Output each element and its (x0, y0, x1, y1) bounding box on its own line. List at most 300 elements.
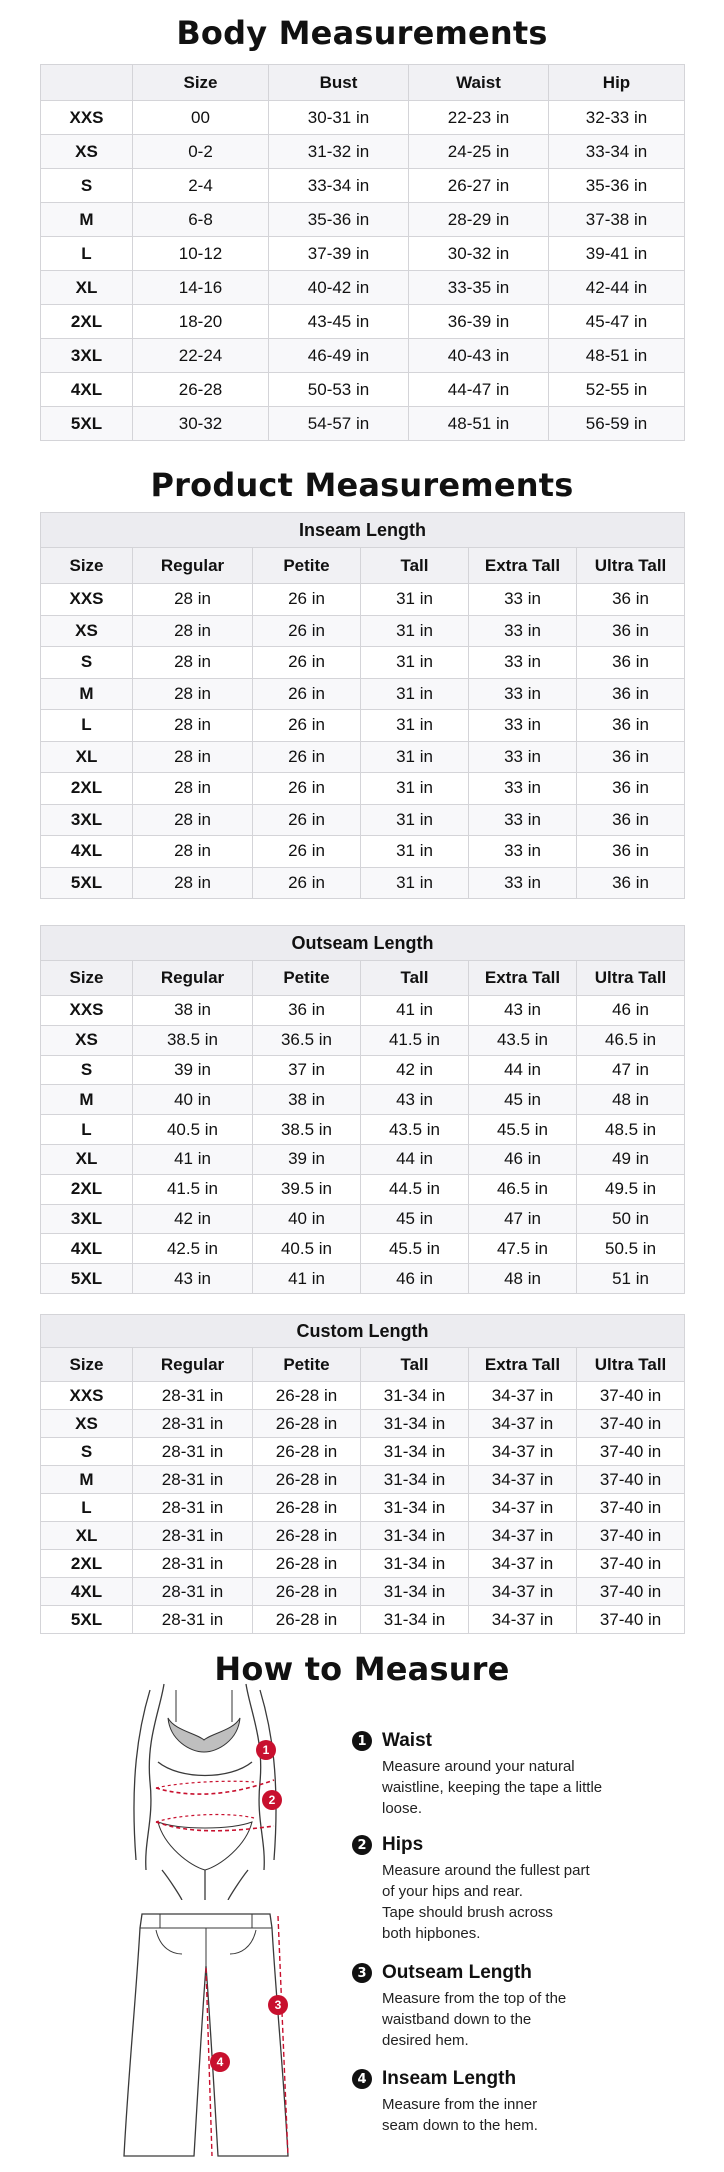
table-row (41, 1174, 685, 1204)
table-cell: 36 in (577, 804, 685, 836)
table-cell: 36 in (577, 710, 685, 742)
step-description: Measure from the top of the waistband down to the desired hem. (382, 1990, 567, 2049)
table-row (41, 867, 685, 899)
table-cell: 45 in (469, 1085, 577, 1115)
column-header: Petite (253, 548, 361, 584)
table-cell: 40 in (253, 1204, 361, 1234)
table-cell: 28 in (133, 741, 253, 773)
table-cell: 45 in (361, 1204, 469, 1234)
column-header (41, 65, 133, 101)
table-row (41, 1085, 685, 1115)
table-cell: 26 in (253, 804, 361, 836)
column-header: Petite (253, 1348, 361, 1382)
table-cell: 52-55 in (549, 373, 685, 407)
table-cell: 40 in (133, 1085, 253, 1115)
table-cell: 28-29 in (409, 203, 549, 237)
table-cell: 34-37 in (469, 1578, 577, 1606)
table-row (41, 773, 685, 805)
table-cell: 47.5 in (469, 1234, 577, 1264)
table-cell: 45.5 in (469, 1115, 577, 1145)
table-cell: 46.5 in (577, 1025, 685, 1055)
table-cell: 38.5 in (133, 1025, 253, 1055)
custom-length-table (40, 1314, 685, 1634)
table-cell: 45-47 in (549, 305, 685, 339)
table-cell: 14-16 (133, 271, 269, 305)
table-row (41, 339, 685, 373)
table-cell: 33 in (469, 710, 577, 742)
size-label-cell: 2XL (41, 773, 133, 805)
table-header-row (41, 65, 685, 101)
size-label-cell: 2XL (41, 1550, 133, 1578)
table-cell: 37-39 in (269, 237, 409, 271)
waist-marker: 1 (256, 1740, 276, 1760)
size-label-cell: S (41, 1055, 133, 1085)
inseam-length-table (40, 512, 685, 899)
size-label-cell: XS (41, 135, 133, 169)
table-cell: 28 in (133, 584, 253, 616)
table-cell: 28 in (133, 678, 253, 710)
table-cell: 28-31 in (133, 1438, 253, 1466)
size-label-cell: S (41, 169, 133, 203)
table-cell: 33 in (469, 615, 577, 647)
table-cell: 34-37 in (469, 1606, 577, 1634)
table-row (41, 1494, 685, 1522)
size-label-cell: L (41, 710, 133, 742)
table-cell: 34-37 in (469, 1382, 577, 1410)
table-cell: 28 in (133, 647, 253, 679)
table-row (41, 996, 685, 1026)
column-header: Size (133, 65, 269, 101)
body-measurements-title: Body Measurements (176, 14, 548, 52)
table-cell: 31 in (361, 647, 469, 679)
table-cell: 37-40 in (577, 1466, 685, 1494)
table-row (41, 1234, 685, 1264)
table-cell: 43.5 in (469, 1025, 577, 1055)
step-description: Measure around your natural waistline, keeping the tape a little loose. (382, 1758, 603, 1817)
table-cell: 36 in (577, 615, 685, 647)
table-cell: 37-40 in (577, 1578, 685, 1606)
table-cell: 44.5 in (361, 1174, 469, 1204)
table-cell: 30-32 in (409, 237, 549, 271)
table-row (41, 101, 685, 135)
outseam-marker: 3 (268, 1995, 288, 2015)
table-cell: 34-37 in (469, 1410, 577, 1438)
table-row (41, 1025, 685, 1055)
table-cell: 26-28 in (253, 1466, 361, 1494)
table-cell: 31 in (361, 741, 469, 773)
table-row (41, 271, 685, 305)
table-cell: 39 in (253, 1144, 361, 1174)
table-row (41, 647, 685, 679)
step-title: Hips (382, 1834, 424, 1855)
size-label-cell: XS (41, 1025, 133, 1055)
table-row (41, 203, 685, 237)
body-measurements-table (40, 64, 685, 441)
table-cell: 36.5 in (253, 1025, 361, 1055)
table-row (41, 1264, 685, 1294)
column-header: Ultra Tall (577, 961, 685, 996)
table-cell: 37-40 in (577, 1382, 685, 1410)
size-label-cell: 4XL (41, 373, 133, 407)
table-cell: 37-40 in (577, 1438, 685, 1466)
column-header: Extra Tall (469, 1348, 577, 1382)
column-header: Tall (361, 548, 469, 584)
table-cell: 38.5 in (253, 1115, 361, 1145)
table-cell: 41.5 in (361, 1025, 469, 1055)
step-description: Measure around the fullest part of your hips and rear. Tape should brush across both hipbones. (382, 1862, 590, 1942)
body-figure-illustration (120, 1670, 290, 1900)
table-cell: 43.5 in (361, 1115, 469, 1145)
table-cell: 28 in (133, 615, 253, 647)
table-cell: 37-40 in (577, 1522, 685, 1550)
table-cell: 37-40 in (577, 1550, 685, 1578)
table-row (41, 1410, 685, 1438)
column-header: Size (41, 1348, 133, 1382)
table-cell: 28 in (133, 804, 253, 836)
table-row (41, 741, 685, 773)
table-cell: 10-12 (133, 237, 269, 271)
table-cell: 0-2 (133, 135, 269, 169)
table-cell: 31-34 in (361, 1550, 469, 1578)
table-row (41, 237, 685, 271)
table-cell: 31 in (361, 867, 469, 899)
table-cell: 22-23 in (409, 101, 549, 135)
size-label-cell: 2XL (41, 305, 133, 339)
table-cell: 31 in (361, 773, 469, 805)
table-row (41, 135, 685, 169)
column-header: Ultra Tall (577, 548, 685, 584)
table-cell: 36 in (577, 741, 685, 773)
table-cell: 33 in (469, 741, 577, 773)
inseam-marker: 4 (210, 2052, 230, 2072)
table-cell: 28-31 in (133, 1494, 253, 1522)
table-cell: 26-28 in (253, 1410, 361, 1438)
table-cell: 41.5 in (133, 1174, 253, 1204)
table-cell: 24-25 in (409, 135, 549, 169)
table-cell: 45.5 in (361, 1234, 469, 1264)
table-cell: 26-28 in (253, 1578, 361, 1606)
column-header: Regular (133, 1348, 253, 1382)
column-header: Regular (133, 548, 253, 584)
table-cell: 30-32 (133, 407, 269, 441)
table-cell: 39 in (133, 1055, 253, 1085)
table-cell: 26 in (253, 867, 361, 899)
table-cell: 43 in (133, 1264, 253, 1294)
table-cell: 31-34 in (361, 1494, 469, 1522)
column-header: Size (41, 548, 133, 584)
table-cell: 46 in (361, 1264, 469, 1294)
outseam-length-table (40, 925, 685, 1294)
table-cell: 26 in (253, 836, 361, 868)
table-cell: 31-34 in (361, 1466, 469, 1494)
size-label-cell: XXS (41, 996, 133, 1026)
table-cell: 31-34 in (361, 1578, 469, 1606)
table-cell: 49.5 in (577, 1174, 685, 1204)
table-row (41, 1055, 685, 1085)
step-title: Inseam Length (382, 2068, 517, 2089)
step-inseam-length (352, 2068, 672, 2136)
table-cell: 31 in (361, 804, 469, 836)
table-cell: 33 in (469, 647, 577, 679)
table-cell: 33 in (469, 804, 577, 836)
table-cell: 18-20 (133, 305, 269, 339)
table-cell: 28-31 in (133, 1382, 253, 1410)
table-cell: 33-34 in (549, 135, 685, 169)
table-cell: 48-51 in (409, 407, 549, 441)
step-outseam-length (352, 1962, 672, 2051)
product-measurements-title: Product Measurements (150, 466, 574, 504)
size-label-cell: 2XL (41, 1174, 133, 1204)
table-cell: 40.5 in (253, 1234, 361, 1264)
table-cell: 34-37 in (469, 1522, 577, 1550)
table-cell: 28 in (133, 710, 253, 742)
table-cell: 28-31 in (133, 1410, 253, 1438)
column-header: Tall (361, 1348, 469, 1382)
table-row (41, 1144, 685, 1174)
table-cell: 34-37 in (469, 1466, 577, 1494)
table-cell: 28 in (133, 867, 253, 899)
column-header: Extra Tall (469, 961, 577, 996)
table-cell: 33-35 in (409, 271, 549, 305)
table-cell: 37-40 in (577, 1410, 685, 1438)
table-row (41, 1204, 685, 1234)
table-row (41, 1522, 685, 1550)
table-row (41, 1550, 685, 1578)
table-cell: 50 in (577, 1204, 685, 1234)
pants-figure-illustration (120, 1908, 290, 2162)
column-header: Waist (409, 65, 549, 101)
table-row (41, 1466, 685, 1494)
table-cell: 33-34 in (269, 169, 409, 203)
table-cell: 36-39 in (409, 305, 549, 339)
table-cell: 33 in (469, 867, 577, 899)
table-cell: 40-43 in (409, 339, 549, 373)
table-cell: 28-31 in (133, 1522, 253, 1550)
step-number-badge: 2 (352, 1835, 372, 1855)
size-label-cell: M (41, 678, 133, 710)
table-cell: 6-8 (133, 203, 269, 237)
size-label-cell: S (41, 1438, 133, 1466)
table-cell: 37 in (253, 1055, 361, 1085)
table-cell: 36 in (577, 773, 685, 805)
size-label-cell: M (41, 1466, 133, 1494)
column-header: Bust (269, 65, 409, 101)
table-cell: 32-33 in (549, 101, 685, 135)
table-row (41, 615, 685, 647)
step-description: Measure from the inner seam down to the hem. (382, 2096, 538, 2134)
table-cell: 49 in (577, 1144, 685, 1174)
table-row (41, 710, 685, 742)
table-cell: 51 in (577, 1264, 685, 1294)
column-header: Petite (253, 961, 361, 996)
step-waist (352, 1730, 672, 1819)
table-row (41, 804, 685, 836)
table-cell: 41 in (361, 996, 469, 1026)
table-cell: 46 in (469, 1144, 577, 1174)
table-cell: 36 in (577, 836, 685, 868)
table-header-row (41, 548, 685, 584)
table-row (41, 678, 685, 710)
table-cell: 31-34 in (361, 1606, 469, 1634)
size-label-cell: XXS (41, 1382, 133, 1410)
table-row (41, 836, 685, 868)
size-label-cell: XXS (41, 584, 133, 616)
how-to-measure-title: How to Measure (214, 1650, 510, 1688)
table-cell: 26-28 in (253, 1494, 361, 1522)
table-cell: 31-32 in (269, 135, 409, 169)
table-cell: 26 in (253, 615, 361, 647)
table-row (41, 373, 685, 407)
table-cell: 40.5 in (133, 1115, 253, 1145)
table-cell: 48 in (577, 1085, 685, 1115)
table-cell: 35-36 in (549, 169, 685, 203)
table-cell: 38 in (133, 996, 253, 1026)
step-title: Waist (382, 1730, 432, 1751)
table-cell: 36 in (577, 647, 685, 679)
size-label-cell: L (41, 237, 133, 271)
table-cell: 44 in (361, 1144, 469, 1174)
table-cell: 26 in (253, 773, 361, 805)
table-cell: 47 in (469, 1204, 577, 1234)
column-header: Regular (133, 961, 253, 996)
table-cell: 33 in (469, 836, 577, 868)
table-cell: 50-53 in (269, 373, 409, 407)
table-cell: 50.5 in (577, 1234, 685, 1264)
table-cell: 37-40 in (577, 1606, 685, 1634)
table-cell: 33 in (469, 678, 577, 710)
table-cell: 38 in (253, 1085, 361, 1115)
table-row (41, 407, 685, 441)
table-cell: 28-31 in (133, 1578, 253, 1606)
size-label-cell: XS (41, 1410, 133, 1438)
step-hips (352, 1834, 672, 1944)
table-cell: 31 in (361, 678, 469, 710)
table-cell: 48.5 in (577, 1115, 685, 1145)
table-header-row (41, 1348, 685, 1382)
table-cell: 36 in (253, 996, 361, 1026)
table-cell: 22-24 (133, 339, 269, 373)
size-label-cell: 3XL (41, 339, 133, 373)
table-cell: 33 in (469, 773, 577, 805)
table-cell: 31-34 in (361, 1438, 469, 1466)
table-cell: 31-34 in (361, 1382, 469, 1410)
size-label-cell: 5XL (41, 1264, 133, 1294)
column-header: Extra Tall (469, 548, 577, 584)
table-cell: 37-40 in (577, 1494, 685, 1522)
table-cell: 00 (133, 101, 269, 135)
table-cell: 31-34 in (361, 1522, 469, 1550)
table-cell: 31 in (361, 710, 469, 742)
size-label-cell: 5XL (41, 867, 133, 899)
size-label-cell: M (41, 203, 133, 237)
table-cell: 30-31 in (269, 101, 409, 135)
table-cell: 41 in (133, 1144, 253, 1174)
table-cell: 43 in (469, 996, 577, 1026)
step-number-badge: 4 (352, 2069, 372, 2089)
step-number-badge: 3 (352, 1963, 372, 1983)
table-cell: 26-28 in (253, 1606, 361, 1634)
table-cell: 46 in (577, 996, 685, 1026)
size-label-cell: XXS (41, 101, 133, 135)
table-cell: 44 in (469, 1055, 577, 1085)
table-cell: 31 in (361, 836, 469, 868)
table-cell: 39.5 in (253, 1174, 361, 1204)
table-cell: 42 in (133, 1204, 253, 1234)
table-cell: 26 in (253, 647, 361, 679)
table-cell: 26 in (253, 584, 361, 616)
table-cell: 31-34 in (361, 1410, 469, 1438)
column-header: Hip (549, 65, 685, 101)
table-cell: 26-28 in (253, 1522, 361, 1550)
table-cell: 36 in (577, 867, 685, 899)
size-label-cell: L (41, 1494, 133, 1522)
column-header: Size (41, 961, 133, 996)
table-row (41, 169, 685, 203)
size-label-cell: 5XL (41, 1606, 133, 1634)
table-cell: 28-31 in (133, 1466, 253, 1494)
table-cell: 41 in (253, 1264, 361, 1294)
size-label-cell: 4XL (41, 836, 133, 868)
size-label-cell: XL (41, 1522, 133, 1550)
table-header-row (41, 961, 685, 996)
size-label-cell: M (41, 1085, 133, 1115)
inseam-length-heading: Inseam Length (41, 513, 685, 548)
table-cell: 46-49 in (269, 339, 409, 373)
table-cell: 40-42 in (269, 271, 409, 305)
table-cell: 26-27 in (409, 169, 549, 203)
table-cell: 28 in (133, 773, 253, 805)
table-cell: 31 in (361, 615, 469, 647)
table-cell: 42.5 in (133, 1234, 253, 1264)
table-cell: 43 in (361, 1085, 469, 1115)
table-cell: 28-31 in (133, 1550, 253, 1578)
step-title: Outseam Length (382, 1962, 532, 1983)
table-cell: 28 in (133, 836, 253, 868)
table-cell: 26 in (253, 678, 361, 710)
size-label-cell: S (41, 647, 133, 679)
column-header: Ultra Tall (577, 1348, 685, 1382)
table-cell: 33 in (469, 584, 577, 616)
table-cell: 28-31 in (133, 1606, 253, 1634)
table-row (41, 1606, 685, 1634)
table-cell: 26-28 in (253, 1550, 361, 1578)
table-cell: 34-37 in (469, 1494, 577, 1522)
size-label-cell: 5XL (41, 407, 133, 441)
table-row (41, 1382, 685, 1410)
size-label-cell: XL (41, 1144, 133, 1174)
table-cell: 42-44 in (549, 271, 685, 305)
table-cell: 39-41 in (549, 237, 685, 271)
table-cell: 44-47 in (409, 373, 549, 407)
step-number-badge: 1 (352, 1731, 372, 1751)
column-header: Tall (361, 961, 469, 996)
size-label-cell: 4XL (41, 1578, 133, 1606)
table-cell: 54-57 in (269, 407, 409, 441)
table-row (41, 1438, 685, 1466)
table-cell: 47 in (577, 1055, 685, 1085)
table-cell: 35-36 in (269, 203, 409, 237)
size-label-cell: L (41, 1115, 133, 1145)
size-label-cell: 4XL (41, 1234, 133, 1264)
size-label-cell: XL (41, 741, 133, 773)
table-cell: 37-38 in (549, 203, 685, 237)
size-label-cell: 3XL (41, 804, 133, 836)
table-cell: 2-4 (133, 169, 269, 203)
table-cell: 26-28 in (253, 1382, 361, 1410)
size-label-cell: XL (41, 271, 133, 305)
table-cell: 42 in (361, 1055, 469, 1085)
table-cell: 36 in (577, 678, 685, 710)
